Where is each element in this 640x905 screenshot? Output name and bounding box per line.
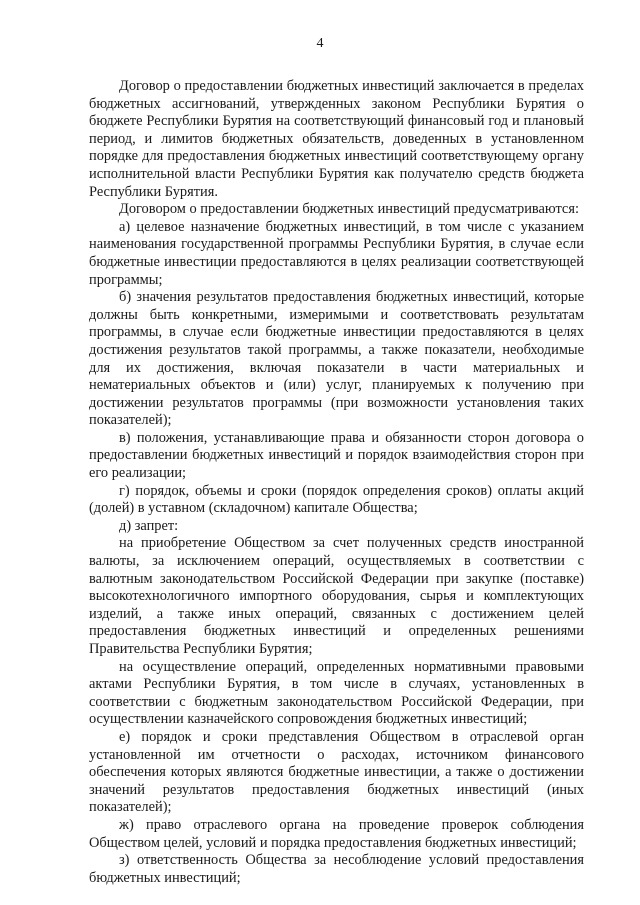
paragraph-item-z: з) ответственность Общества за несоблюдение условий предоставления бюджетных инвестиций; [89, 852, 584, 886]
paragraph-item-d: д) запрет: [119, 517, 179, 534]
paragraph-item-e: е) порядок и сроки представления Обществом в отраслевой орган установленной им отчетности о расходах, источником финансового обеспечения которых являются бюджетные инвестиции, а также о достижении значений результатов предоставления бюджетных инвестиций (иных показателей); [89, 728, 584, 816]
document-body [89, 78, 584, 887]
paragraph-item-a: а) целевое назначение бюджетных инвестиций, в том числе с указанием наименования государственной программы Республики Бурятия, в случае если бюджетные инвестиции предоставляются в целях реализации соответствующей программы; [89, 218, 584, 288]
page-number: 4 [316, 36, 324, 51]
paragraph-item-b: б) значения результатов предоставления бюджетных инвестиций, которые должны быть конкретными, измеримыми и соответствовать результатам программы, в случае если бюджетные инвестиции предоставляются в целях достижения результатов такой программы, а также показатели, необходимые для их достижения, включая показатели в части материальных и нематериальных объектов и (или) услуг, планируемых к получению при достижении результатов программы (при возможности установления таких показателей); [89, 289, 584, 429]
paragraph-item-g: г) порядок, объемы и сроки (порядок определения сроков) оплаты акций (долей) в уставном (складочном) капитале Общества; [89, 482, 584, 517]
paragraph-item-v: в) положения, устанавливающие права и обязанности сторон договора о предоставлении бюджетных инвестиций и порядок взаимодействия сторон при его реализации; [89, 429, 584, 482]
paragraph-item-zh: ж) право отраслевого органа на проведение проверок соблюдения Обществом целей, условий и порядка предоставления бюджетных инвестиций; [89, 816, 584, 851]
paragraph-prohibition-operations: на осуществление операций, определенных нормативными правовыми актами Республики Бурятия, в том числе в случаях, установленных в соответствии с бюджетным законодательством Российской Федерации, при осуществлении казначейского сопровождения бюджетных инвестиций; [89, 658, 584, 728]
paragraph-contract-limits: Договор о предоставлении бюджетных инвестиций заключается в пределах бюджетных ассигнований, утвержденных законом Республики Бурятия о бюджете Республики Бурятия на соответствующий финансовый год и плановый период, и лимитов бюджетных обязательств, доведенных в установленном порядке для предоставления бюджетных инвестиций соответствующему органу исполнительной власти Республики Бурятия как получателю средств бюджета Республики Бурятия. [89, 78, 584, 200]
paragraph-contract-provides: Договором о предоставлении бюджетных инвестиций предусматриваются: [119, 201, 579, 218]
paragraph-prohibition-currency: на приобретение Обществом за счет полученных средств иностранной валюты, за исключением операций, осуществляемых в соответствии с валютным законодательством Российской Федерации при закупке (поставке) высокотехнологичного импортного оборудования, сырья и комплектующих изделий, а также иных операций, связанных с достижением целей предоставления бюджетных инвестиций и определенных решениями Правительства Республики Бурятия; [89, 535, 584, 657]
